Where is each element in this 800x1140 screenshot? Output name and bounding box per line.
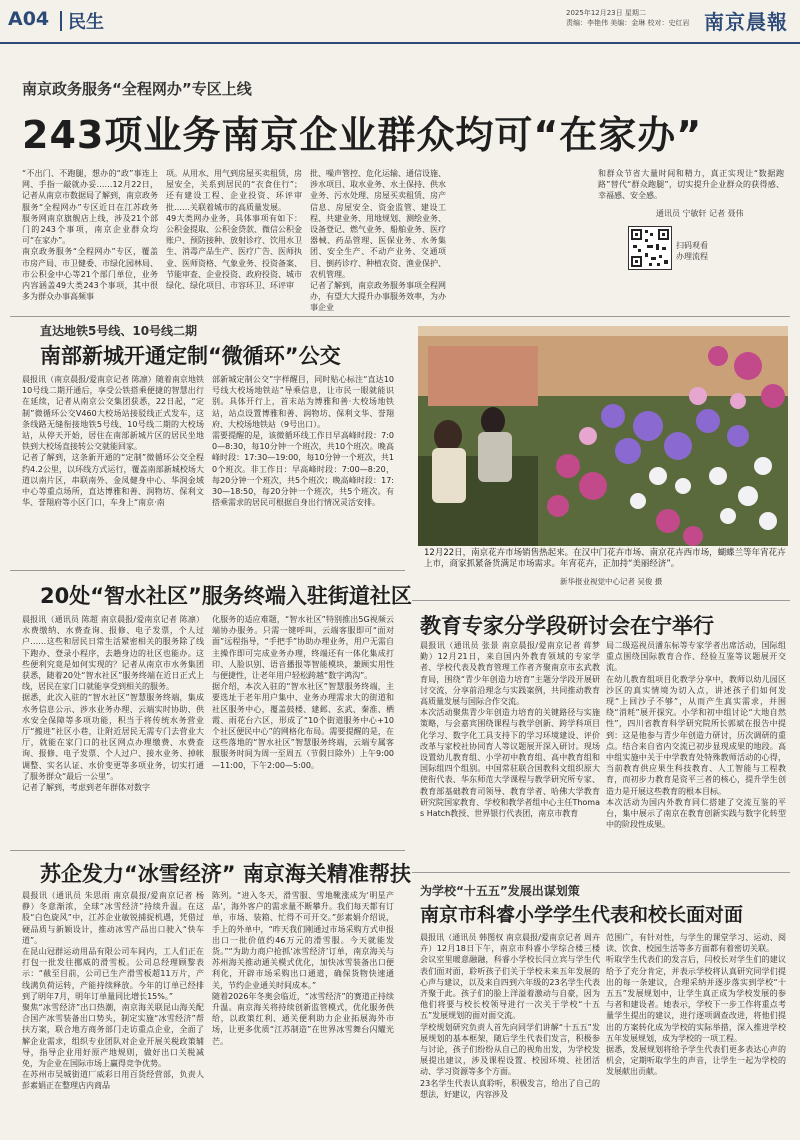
- school-col-2: 范围广，有针对性，与学生的课堂学习、运动、阅读、饮食、校园生活等多方面都有着密切关联。 听取学生代表们的发言后，闫校长对学生们的建议给予了充分肯定，并表示学校将认真研究同学们提出的每一条建议，合理采纳并逐步落实到学校“十五五”发展规划中，让学生真正成为学校发展的参与者和建设者。她表示，学校下一步工作将重点考量学生提出的建议，进行逐项调查改进，将他们提出的方案转化成为学校的实际举措，深入推进学校五年发展规划，成为学校的一项工程。 据悉，发展规划将给予学生代表们更多表达心声的机会，定期听取学生的声音，让学生一起为学校的发展献出贡献。: [606, 933, 786, 1077]
- flower-photo-image: [418, 326, 788, 546]
- smart-col-1: 晨报讯（通讯员 陈超 南京晨报/爱南京记者 陈凛）水费缴纳、水费查询、报修、电子发票，个人过户……这些和居民日常生活紧密相关的服务除了线下跑办、登录小程序，去趟身边的社区也能办。这些便利究竟是如何实现的？记者从南京市水务集团获悉，随着20处“智水社区”服务终端在近日正式上线，居民在家门口就能享受到相关的服务。 据悉，此次入驻的“智水社区”智慧服务终端，集成水务信息公示、涉水业务办理、云端实时协助、供水安全保障等多项功能，积当于将传统水务营业厅“搬进”社区小巷，让附近居民无需专门去营业大厅，就能在家门口的社区网点办理缴费、水费查询、报修、电子发票、个人过户、接水业务、掉帐调整、实名认证、水价变更等多项业务，切实打通了服务群众“最后一公里”。 记者了解到，考虑到老年群体对数字: [22, 615, 204, 793]
- page-header: [0, 0, 800, 44]
- school-headline: 南京市科睿小学学生代表和校长面对面: [420, 904, 744, 926]
- education-headline: 教育专家分学段研讨会在宁举行: [420, 614, 714, 638]
- photo-credit: 新华报业视觉中心记者 吴俊 摄: [560, 577, 663, 586]
- editor-line: 责编：李艳伟 美编：金琳 校对：史红岩: [566, 19, 690, 27]
- lead-col-4: 和群众节省大量时间和精力，真正实现让“数据跑路”替代“群众跑腿”，切实提升企业群众的获得感、幸福感、安全感。: [598, 169, 784, 201]
- header-meta: [566, 8, 689, 28]
- page-number: A04: [8, 8, 50, 30]
- school-col-1: 晨报讯（通讯员 韩图权 南京晨报/爱南京记者 周卉卉）12月18日下午，南京市科睿小学综合楼三楼会议室里暖意融融，科睿小学校长闫立宾与学生代表们面对面，聆听孩子们关于学校未来五年发展的心声与建议，以及来自四到六年级的23名学生代表齐聚于此。孩子们的脸上洋溢着激动与自豪，因为他们将要与校长校领导进行一次关于学校“十五五”发展规划的面对面交流。 学校规划研究负责人首先向同学们讲解“十五五”发展规划的基本框架，随后学生代表们发言，积极参与讨论，孩子们纷纷从自己的视角出发，为学校发展提出建议，涉及课程设置、校园环境、社团活动、学习资源等多个方面。 23名学生代表认真聆听，积极发言，给出了自己的想法，好建议，内容涉及: [420, 933, 600, 1099]
- lead-col-2: 项。从用水、用气到房屋买卖租赁，房屋安全，关系到居民的“衣食住行”；还有建设工程、企业投资、环评审批……关联着城市的高质量发展。 49大类网办业务，具体事项有如下：公积金提取、公积金贷款、微信公积金账户、预防接种、放射诊疗、饮用水卫生、消毒产品生产、医疗广告、医师执业、医师资格、气象业务、投资备案、节能审查、企业投资、政府投资、城市绿化、绿化项目、市容环卫、环评审: [166, 169, 302, 291]
- lead-col-1: “不出门、不跑腿，想办的“政”事连上网、手指一敲就办妥……12月22日，记者从南京市数据局了解到，南京政务服务“全程网办”专区近日在江苏政务服务网南京旗舰店上线，涉及21个部门的243个事项，南京企业群众均可“在家办”。 南京政务服务“全程网办”专区，覆盖市房产局、市卫健委、市绿化园林局、市公积金中心等21个部门单位，业务内容涵盖49大类243个事项，其中很多为群众办事高频事: [22, 169, 158, 302]
- divider: [10, 316, 790, 317]
- lead-kicker: 南京政务服务“全程网办”专区上线: [22, 80, 252, 98]
- snow-col-2: 陈列。“进入冬天，滑雪服、雪地靴涨成为‘明星产品’，海外客户的需求量不断攀升。我们每天都有订单，市场、装箱、忙得不可开交。”彭素娟介绍说，手上的外单中，“昨天我们刚通过市场采购方式申报出口一批价值约46万元的滑雪服。今天就能发货。”“为助力商户抢抓‘冰雪经济’订单，南京海关与苏州海关推动通关模式优化，加快冰雪装备出口便利化，开辟市场采购出口通道，确保货物快速通关，节约企业通关时间成本。” 随着2026年冬奥会临近，“冰雪经济”的赛道正持续升温。南京海关将持续创新监管模式，优化服务供给，以政策红利、通关便利助力企业拓展海外市场，让更多优质“江苏制造”在世界冰雪舞台闪耀光芒。: [212, 891, 394, 1046]
- flower-market-photo: [418, 326, 788, 546]
- qr-caption: 扫码观看 办理流程: [676, 241, 708, 261]
- lead-headline: 243项业务南京企业群众均可“在家办”: [22, 113, 703, 157]
- snow-col-1: 晨报讯（通讯员 朱思雨 南京晨报/爱南京记者 杨静）冬意渐浓，全球“冰雪经济”持续升温。在这股“白色旋风”中，江苏企业敏锐捕捉机遇，凭借过硬品质与新颖设计，推动冰雪产品出口驶入“快车道”。 在昆山冠群运动用品有限公司车间内，工人们正在打包一批发往挪威的滑雪板。公司总经理顾黎表示：“截至目前，公司已生产滑雪板超11万片，产线满负荷运转，产能持续释放。今年的订单已经排到了明年7月，明年订单量同比增长15%。” 聚焦“冰雪经济”出口热潮，南京海关联昆山海关配合国产冰雪装备出口势头，制定实施“冰雪经济”帮扶方案，联合地方商务部门走访重点企业，全面了解企业需求，组织专业团队对企业开展关税政策辅导，指导企业用好原产地规则，做好出口关税减免，为企业在国际市场上赢得竞争优势。 在苏州市吴城街道厂威彩日用百货经营部，负责人彭素娟正在整理店内商品: [22, 891, 204, 1091]
- lead-col-3: 批、噪声管控、危化运输、通信设施、涉水项目、取水业务、水土保持、供水业务、污水处理、房屋买卖租赁、房产信息、房屋安全、资金监管、建设工程、共建业务、用地规划、测绘业务、设备登记、燃气业务、船舶业务、医疗器械、药品管理、医保业务、水务集团、安全生产、不动产业务、交通项目、倒药诊疗、种植农资、渔业保护、农机管理。 记者了解到，南京政务服务事项全程网办，有望大大提升办事服务效率，为办事企业: [310, 169, 446, 313]
- smart-col-2: 化服务的适应难题，“智水社区”特别推出5G视频云端协办服务。只需一键呼叫，云端客服即可“面对面”远程指导，“手把手”协助办理业务，用户无需自主操作即可完成业务办理，终端还有一体化集成打印、人脸识别、语音播报等智能模块，兼顾实用性与便捷性，让老年用户轻松跨越“数字鸿沟”。 据介绍，本次入驻的“智水社区”智慧服务终端，主要选址于老年用户集中、业务办理需求大的街道和社区服务中心，覆盖鼓楼、建邺、玄武、秦淮、栖霞、雨花台六区，形成了“10个街道服务中心+10个社区便民中心”的网格化布局。需要提醒的是，在这些落地的“智水社区”智慧服务终端，云端专属客服服务时间为周一至周五（节假日除外）上午9:00—11:00，下午2:00—5:00。: [212, 615, 394, 770]
- lead-byline: 通讯员 宁敏轩 记者 聂伟: [656, 209, 744, 218]
- snow-headline: 苏企发力“冰雪经济” 南京海关精准帮扶: [40, 862, 411, 886]
- metro-headline: 南部新城开通定制“微循环”公交: [40, 344, 341, 368]
- metro-col-1: 晨报讯（南京晨报/爱南京记者 陈凛）随着南京地铁10号线二期开通后，享受公铁搭乘便捷的智慧出行在延续，记者从南京公交集团获悉，22日起，“定制”微循环公交V460大校场站接驳线正式发车，这条线路无缝衔接地铁5号线、10号线二期的大校场站，从停天开始，居住在南部新城片区的居民坐地铁到大校场直接转公交就能回家。 记者了解到，这条新开通的“定制”微循环公交全程约4.2公里，以环线方式运行，覆盖南部新城校场大道以南片区，串联南外、金凤健身中心、华润金域中心等重点场所，直达博雅和善、润物坊、保利文华、誉翔府等小区门口，车身上“南京·南: [22, 375, 204, 508]
- divider: [10, 570, 405, 571]
- metro-kicker: 直达地铁5号线、10号线二期: [40, 324, 198, 338]
- divider: [412, 600, 790, 601]
- qr-code[interactable]: [628, 226, 672, 270]
- qr-code-icon: [629, 227, 671, 269]
- divider: [10, 850, 405, 851]
- header-divider: [60, 11, 62, 31]
- education-col-2: 局二级巡视员潘东标等专家学者出席活动，国际组重点围绕国际教育合作、经验互鉴等议题展开交流。 在幼儿教育组项目化教学分享中，教师以幼儿园区沙区的真实情境为切入点，讲述孩子们如何发现“上回沙子不够”，从而产生真实需求，并围绕“消耗”展开探究。小学和初中组讨论“大地自然性”，四川省教育科学研究院所长郭斌在报告中提到：这是他参与青少年创造力研讨，历次调研的重点。结合来自省内交流已初步显现成果的地段。高中组实施中关于中学教育处特殊教师活动的心得，当前教育供应果生科技教育、人工智能与工程教育，而初步力教育是资平三者的核心，提升学生创造力是开展这些教育的根本目标。 本次活动为国内外教育同仁搭建了交流互鉴的平台，集中展示了南京在教育创新实践与数字化转型中的阶段性成果。: [606, 641, 786, 830]
- date-line: 2025年12月23日 星期二: [566, 9, 646, 17]
- photo-caption: 12月22日，南京花卉市场销售热起来。在汉中门花卉市场、南京花卉西市场，蝴蝶兰等年宵花卉上市，商家抓紧备货满足市场需求。年宵花卉，正加持“美丽经济”。: [424, 548, 786, 569]
- divider: [412, 872, 790, 873]
- school-kicker: 为学校“十五五”发展出谋划策: [420, 884, 580, 898]
- education-col-1: 晨报讯（通讯员 张景 南京晨报/爱南京记者 蒋梦勤）12月21日，来自国内外教育领域的专家学者、学校代表及教育管理工作者齐聚南京市玄武教育局，围绕“青少年创造力培育”主题分学段开展研讨交流，分享前沿理念与实践案例，共同推动教育高质量发展与国际合作交流。 本次活动聚焦青少年创造力培育的关键路径与实施策略，与会嘉宾围绕课程与教学创新、跨学科项目化学习、数字化工具支持下的学习环境建设、评价改革与家校社协同育人等议题展开深入研讨。现场设置幼儿教育组、小学初中教育组、高中教育组和国际组四个组别。中国常驻联合国教科文组织原大使衔代表、华东师范大学课程与教学研究所专家、教育部基础教育司领导、教育学者、哈佛大学教育研究院国家教育、学校和教学者组中心主任Thomas Hatch教授、世界银行代表团，南京市教育: [420, 641, 600, 819]
- metro-col-2: 部新城定制公交”字样醒目，同时贴心标注“直达10号线大校场地铁站”导乘信息，让市民一眼就能识别。具体开行上，首末站为博雅和善·大校场地铁站，站点设置博雅和善、润物坊、保利文华、誉翔府、大校场地铁站（9号出口）。 需要提醒的是，该微循环线工作日早高峰时段：7:00—8:30，每10分钟一个班次，共10个班次。晚高峰时段：17:30—19:00，每10分钟一个班次，共10个班次。非工作日：早高峰时段：7:00—8:20，每20分钟一个班次，共5个班次；晚高峰时段：17:30—18:50，每20分钟一个班次，共5个班次。有搭乘需求的居民可根据自身出行情况灵活安排。: [212, 375, 394, 508]
- smart-headline: 20处“智水社区”服务终端入驻街道社区: [40, 584, 412, 608]
- newspaper-logo: 南京晨報: [704, 10, 788, 34]
- section-name: 民生: [68, 12, 104, 33]
